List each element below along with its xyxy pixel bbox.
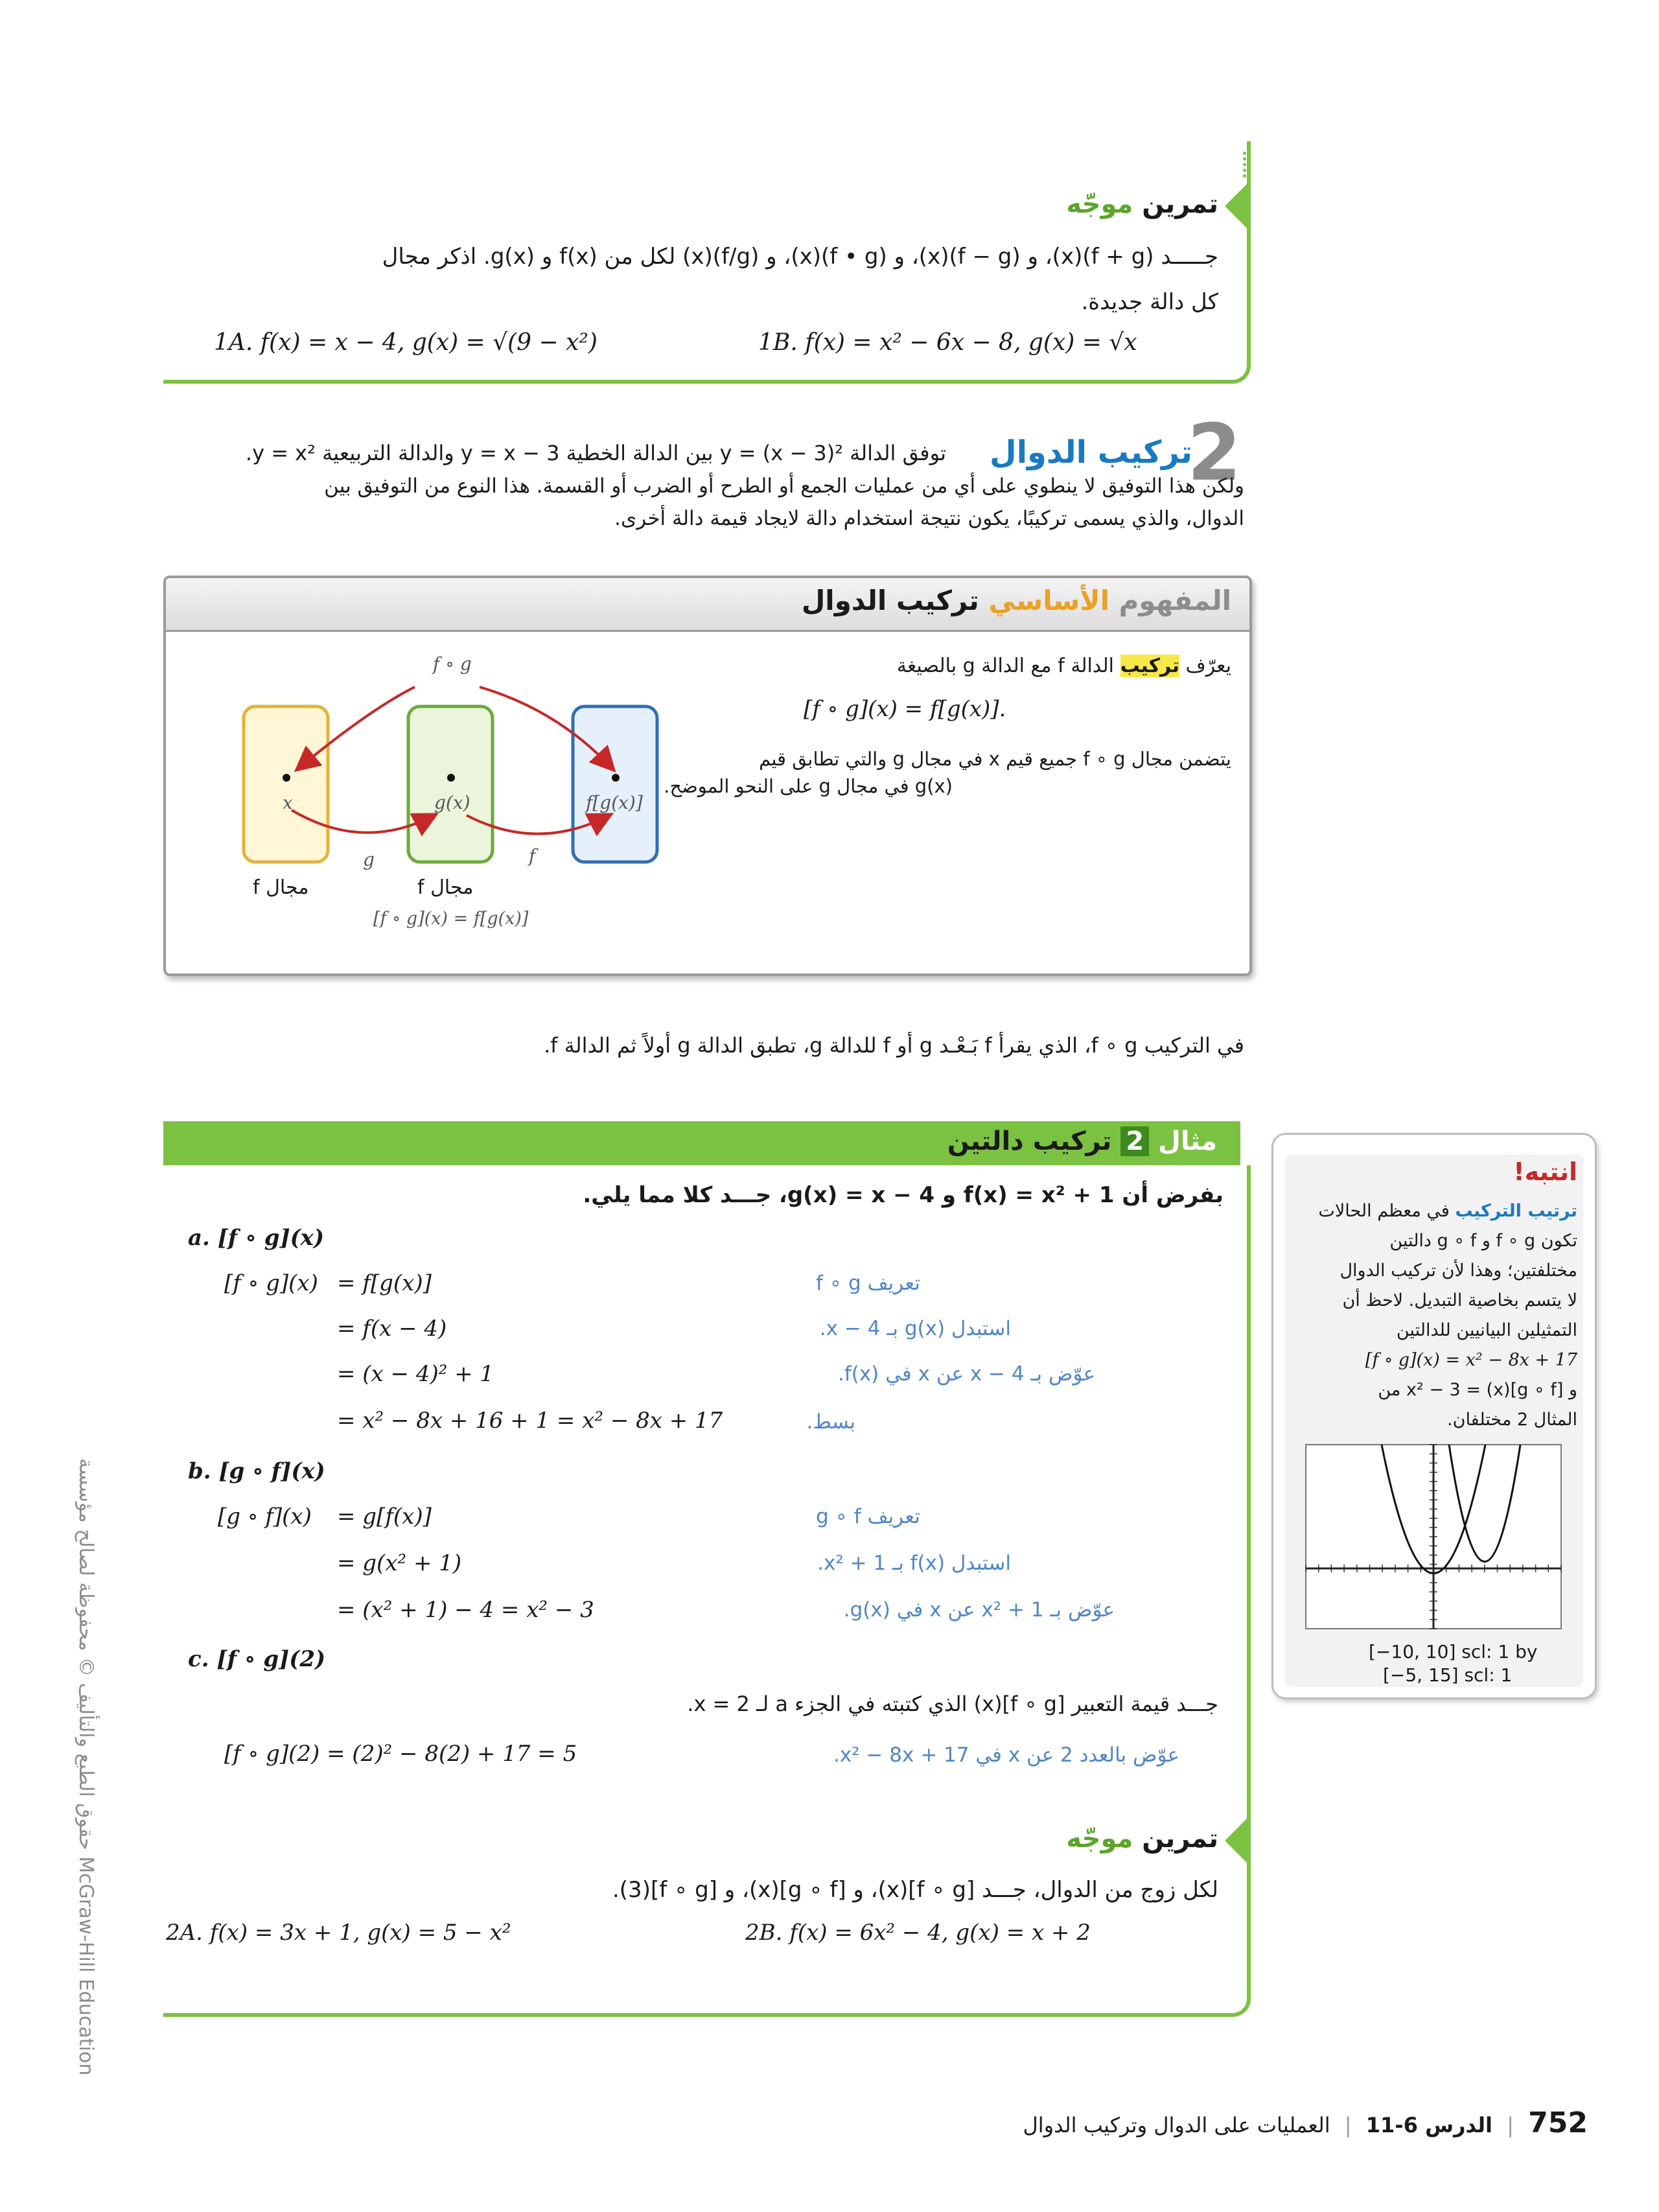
- part-b-heading: b. [g ∘ f](x): [188, 1458, 325, 1484]
- lesson-title: العمليات على الدوال وتركيب الدوال: [1023, 2113, 1330, 2137]
- part-a-lhs: [f ∘ g](x): [224, 1270, 318, 1296]
- range-box: [573, 706, 657, 862]
- watch-out-graph: [1305, 1444, 1562, 1629]
- domain-g-box: [244, 706, 328, 862]
- part-b-note-3: عوّض بـ x² + 1 عن x في g(x).: [843, 1598, 1115, 1622]
- page-number: 752: [1528, 2106, 1588, 2139]
- part-a-note-1: تعريف f ∘ g: [816, 1272, 920, 1295]
- part-b-step-3: = (x² + 1) − 4 = x² − 3: [337, 1597, 594, 1623]
- diagram-domain-label-left: مجال f: [253, 876, 309, 899]
- diagram-bottom-formula: [f ∘ g](x) = f[g(x)]: [373, 909, 529, 929]
- watch-out-text: ترتيب التركيب في معظم الحالات تكون f ∘ g و g ∘ f دالتين مختلفتين؛ وهذا لأن تركيب الدوال لا يتسم بخاصية التبديل. لاحظ أن التمثيلين البيانيين للدالتين [f ∘ g](x) = x² − 8x + 17 و [g ∘ f](x) = x² − 3 من المثال 2 مختلفان.: [1318, 1201, 1577, 1430]
- key-concept-title: المفهوم الأساسي تركيب الدوال: [801, 585, 1231, 616]
- key-concept-domain-2: g(x) في مجال g على النحو الموضح.: [664, 775, 953, 797]
- part-b-lhs: [g ∘ f](x): [218, 1504, 312, 1530]
- part-c-heading: c. [f ∘ g](2): [188, 1646, 326, 1672]
- part-b-note-1: تعريف g ∘ f: [816, 1505, 920, 1528]
- dotted-divider: [1239, 152, 1246, 178]
- problem-2A: 2A. f(x) = 3x + 1, g(x) = 5 − x²: [166, 1920, 511, 1946]
- part-a-note-2: استبدل g(x) بـ x − 4.: [819, 1317, 1011, 1340]
- section-intro-line-2: ولكن هذا التوفيق لا ينطوي على أي من عمليات الجمع أو الطرح أو الضرب أو القسمة. هذا النوع من التوفيق بين: [324, 474, 1244, 498]
- key-concept-definition: يعرّف تركيب الدالة f مع الدالة g بالصيغة: [896, 655, 1231, 677]
- guided-practice-1-instruction: جـــــد (f + g)(x)، و (f − g)(x)، و (f • g)(x)، و (f/g)(x) لكل من f(x) و g(x). اذكر مجال: [382, 244, 1218, 270]
- key-concept-domain-1: يتضمن مجال f ∘ g جميع قيم x في مجال g والتي تطابق قيم: [759, 748, 1231, 770]
- part-a-step-3: = (x − 4)² + 1: [337, 1361, 494, 1387]
- section-intro-line-3: الدوال، والذي يسمى تركيبًا، يكون نتيجة استخدام دالة لايجاد قيمة دالة أخرى.: [614, 507, 1244, 530]
- guided-practice-2-marker-icon: [1225, 1819, 1247, 1863]
- section-intro-line-1: توفق الدالة y = (x − 3)² بين الدالة الخطية y = x − 3 والدالة التربيعية y = x².: [245, 441, 946, 465]
- diagram-domain-label-mid: مجال f: [417, 876, 474, 899]
- copyright-credit: حقوق الطبع والتأليف © محفوظة لصالح مؤسسة McGraw-Hill Education: [75, 1458, 97, 2076]
- diagram-arrow-g-label: g: [363, 849, 375, 870]
- footer: 752 | الدرس 6-11 | العمليات على الدوال وتركيب الدوال: [1023, 2106, 1588, 2139]
- key-concept-formula: [f ∘ g](x) = f[g(x)].: [804, 696, 1006, 722]
- section-title: تركيب الدوال: [989, 434, 1192, 471]
- diagram-gx: g(x): [434, 792, 470, 813]
- composition-note: في التركيب f ∘ g، الذي يقرأ f بَـعْـد g أو f للدالة g، تطبق الدالة g أولاً ثم الدالة f.: [544, 1033, 1244, 1058]
- problem-1B: 1B. f(x) = x² − 6x − 8, g(x) = √x: [758, 329, 1137, 356]
- diagram-fgx: f[g(x)]: [586, 792, 643, 813]
- guided-practice-marker-icon: [1225, 184, 1247, 228]
- watch-out-title: انتبه!: [1513, 1158, 1577, 1186]
- part-a-heading: a. [f ∘ g](x): [188, 1225, 325, 1251]
- lesson-label: الدرس 6-11: [1365, 2113, 1493, 2137]
- guided-practice-1-instruction-2: كل دالة جديدة.: [1081, 289, 1218, 315]
- diagram-x: x: [283, 792, 293, 813]
- part-a-note-4: بسط.: [806, 1410, 855, 1434]
- part-c-expr: [f ∘ g](2) = (2)² − 8(2) + 17 = 5: [224, 1741, 577, 1767]
- point-gx: [447, 774, 455, 782]
- domain-f-box: [408, 706, 493, 862]
- guided-practice-2-instruction: لكل زوج من الدوال، جـــد [f ∘ g](x)، و [g ∘ f](x)، و [f ∘ g](3).: [612, 1877, 1218, 1903]
- problem-1A: 1A. f(x) = x − 4, g(x) = √(9 − x²): [214, 329, 597, 356]
- example-title: مثال 2 تركيب دالتين: [947, 1126, 1217, 1156]
- diagram-top-label: f ∘ g: [433, 653, 472, 675]
- part-c-note: عوّض بالعدد 2 عن x في x² − 8x + 17.: [833, 1743, 1179, 1767]
- guided-practice-2-title: تمرين موجّه: [1066, 1824, 1218, 1854]
- part-b-step-2: = g(x² + 1): [337, 1550, 462, 1576]
- example-given: بفرض أن f(x) = x² + 1 و g(x) = x − 4، جـــد كلا مما يلي.: [583, 1182, 1224, 1208]
- diagram-arrow-f-label: f: [529, 845, 536, 867]
- graph-window-2: [−5, 15] scl: 1: [1383, 1664, 1513, 1686]
- point-x: [283, 774, 290, 782]
- section-number: 2: [1187, 408, 1242, 498]
- part-a-step-4: = x² − 8x + 16 + 1 = x² − 8x + 17: [337, 1408, 723, 1434]
- part-a-step-2: = f(x − 4): [337, 1316, 447, 1342]
- part-b-note-2: استبدل f(x) بـ x² + 1.: [817, 1552, 1011, 1575]
- part-a-step-1: = f[g(x)]: [337, 1270, 432, 1296]
- guided-practice-1-title: تمرين موجّه: [1066, 189, 1218, 219]
- graph-window-1: [−10, 10] scl: 1 by: [1369, 1641, 1538, 1662]
- problem-2B: 2B. f(x) = 6x² − 4, g(x) = x + 2: [745, 1920, 1091, 1946]
- part-c-instruction: جـــد قيمة التعبير [f ∘ g](x) الذي كتبته في الجزء a لـ x = 2.: [687, 1692, 1218, 1716]
- part-a-note-3: عوّض بـ x − 4 عن x في f(x).: [837, 1362, 1095, 1386]
- part-b-step-1: = g[f(x)]: [337, 1504, 432, 1530]
- point-fgx: [612, 774, 620, 782]
